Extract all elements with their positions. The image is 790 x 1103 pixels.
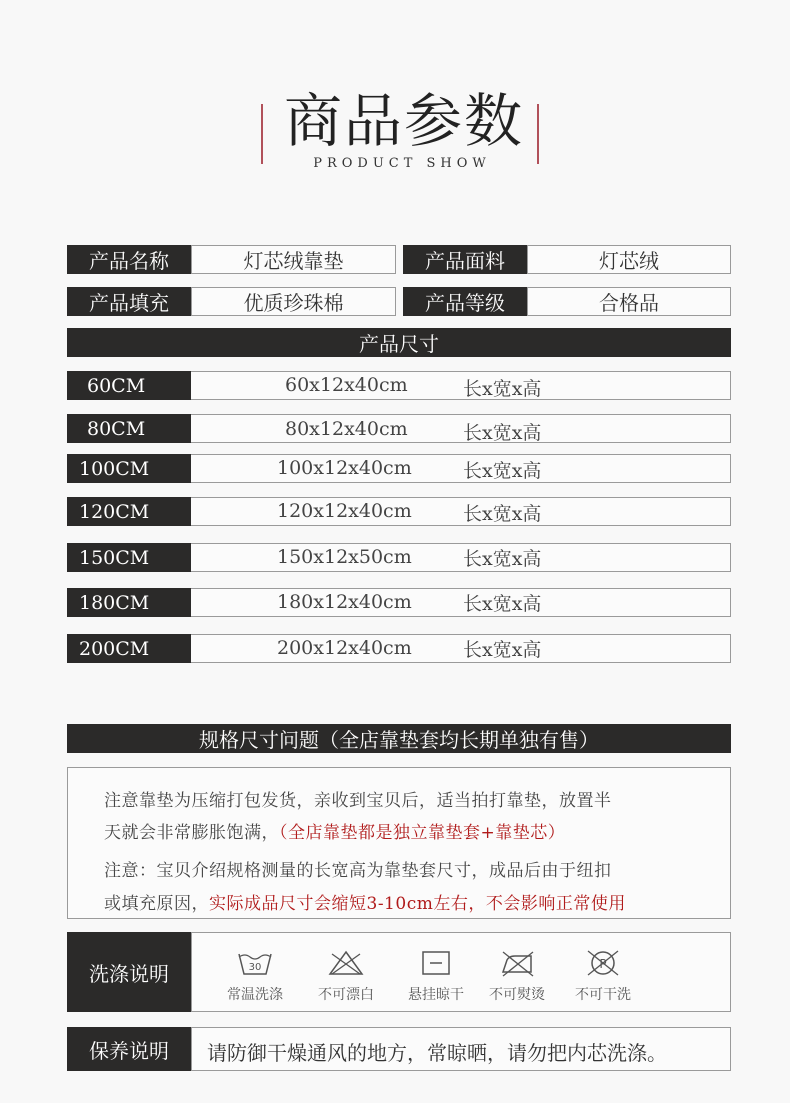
param-value-name [191,245,396,274]
param-value-grade-text: 合格品 [599,291,659,315]
note-line-3: 注意：宝贝介绍规格测量的长宽高为靠垫套尺寸，成品后由于纽扣 [104,861,612,881]
page-subtitle: PRODUCT SHOW [313,156,491,171]
wash-item-text: 常温洗涤 [227,987,283,1003]
wash-item [477,948,557,1004]
param-value-name-text: 灯芯绒靠垫 [243,249,344,273]
size-value: 80x12x40cm [285,418,408,440]
size-value: 60x12x40cm [285,374,408,396]
size-dimension: 长x宽x高 [463,460,542,482]
svg-text:P: P [599,957,607,971]
spec-banner: 规格尺寸问题（全店靠垫套均长期单独有售） [67,724,731,753]
page-title: 商品参数 [284,87,525,155]
no-iron-icon [497,948,537,978]
wash-item [396,948,476,1004]
wash-item-text: 悬挂晾干 [408,987,464,1003]
wash-item [215,948,295,1004]
wash-item [563,948,643,1004]
wash-item-text: 不可熨烫 [489,987,545,1003]
note-line-4 [104,889,626,914]
washing-label: 洗涤说明 [67,932,191,1012]
size-dimension: 长x宽x高 [463,548,542,570]
size-value: 120x12x40cm [277,500,412,522]
size-label: 60CM [67,371,191,400]
note-line-2 [104,818,565,843]
param-label-name: 产品名称 [67,245,191,274]
param-label-filling: 产品填充 [67,287,191,316]
param-value-fabric [527,245,731,274]
no-dryclean-icon [583,948,623,978]
size-value: 100x12x40cm [277,457,412,479]
size-value: 180x12x40cm [277,591,412,613]
size-label: 80CM [67,414,191,443]
size-dimension: 长x宽x高 [463,503,542,525]
no-bleach-icon [326,948,366,978]
care-label: 保养说明 [67,1027,191,1071]
param-value-grade [527,287,731,316]
size-dimension: 长x宽x高 [463,378,542,400]
size-banner: 产品尺寸 [67,328,731,357]
title-right-bar [537,104,539,164]
hang-dry-icon [416,948,456,978]
param-label-fabric: 产品面料 [403,245,527,274]
note-line-4-red: 实际成品尺寸会缩短3-10cm左右，不会影响正常使用 [209,894,626,914]
size-dimension: 长x宽x高 [463,422,542,444]
wash-30-icon [235,948,275,978]
param-value-fabric-text: 灯芯绒 [599,249,659,273]
note-line-4-plain: 或填充原因， [104,894,209,914]
param-label-grade: 产品等级 [403,287,527,316]
wash-item [306,948,386,1004]
size-label: 180CM [67,588,191,617]
size-label: 150CM [67,543,191,572]
note-line-2-red: （全店靠垫都是独立靠垫套+靠垫芯） [279,823,566,843]
size-value: 200x12x40cm [277,637,412,659]
size-label: 100CM [67,454,191,483]
care-text: 请防御干燥通风的地方，常晾晒，请勿把内芯洗涤。 [207,1041,667,1065]
title-left-bar [261,104,263,164]
wash-item-text: 不可干洗 [575,987,631,1003]
param-value-filling [191,287,396,316]
note-line-2-plain: 天就会非常膨胀饱满， [104,823,279,843]
wash-item-text: 不可漂白 [318,987,374,1003]
note-line-1: 注意靠垫为压缩打包发货，亲收到宝贝后，适当拍打靠垫，放置半 [104,791,612,811]
size-dimension: 长x宽x高 [463,639,542,661]
size-dimension: 长x宽x高 [463,593,542,615]
size-label: 200CM [67,634,191,663]
svg-text:30: 30 [248,962,262,973]
size-value: 150x12x50cm [277,546,412,568]
size-label: 120CM [67,497,191,526]
param-value-filling-text: 优质珍珠棉 [243,291,344,315]
